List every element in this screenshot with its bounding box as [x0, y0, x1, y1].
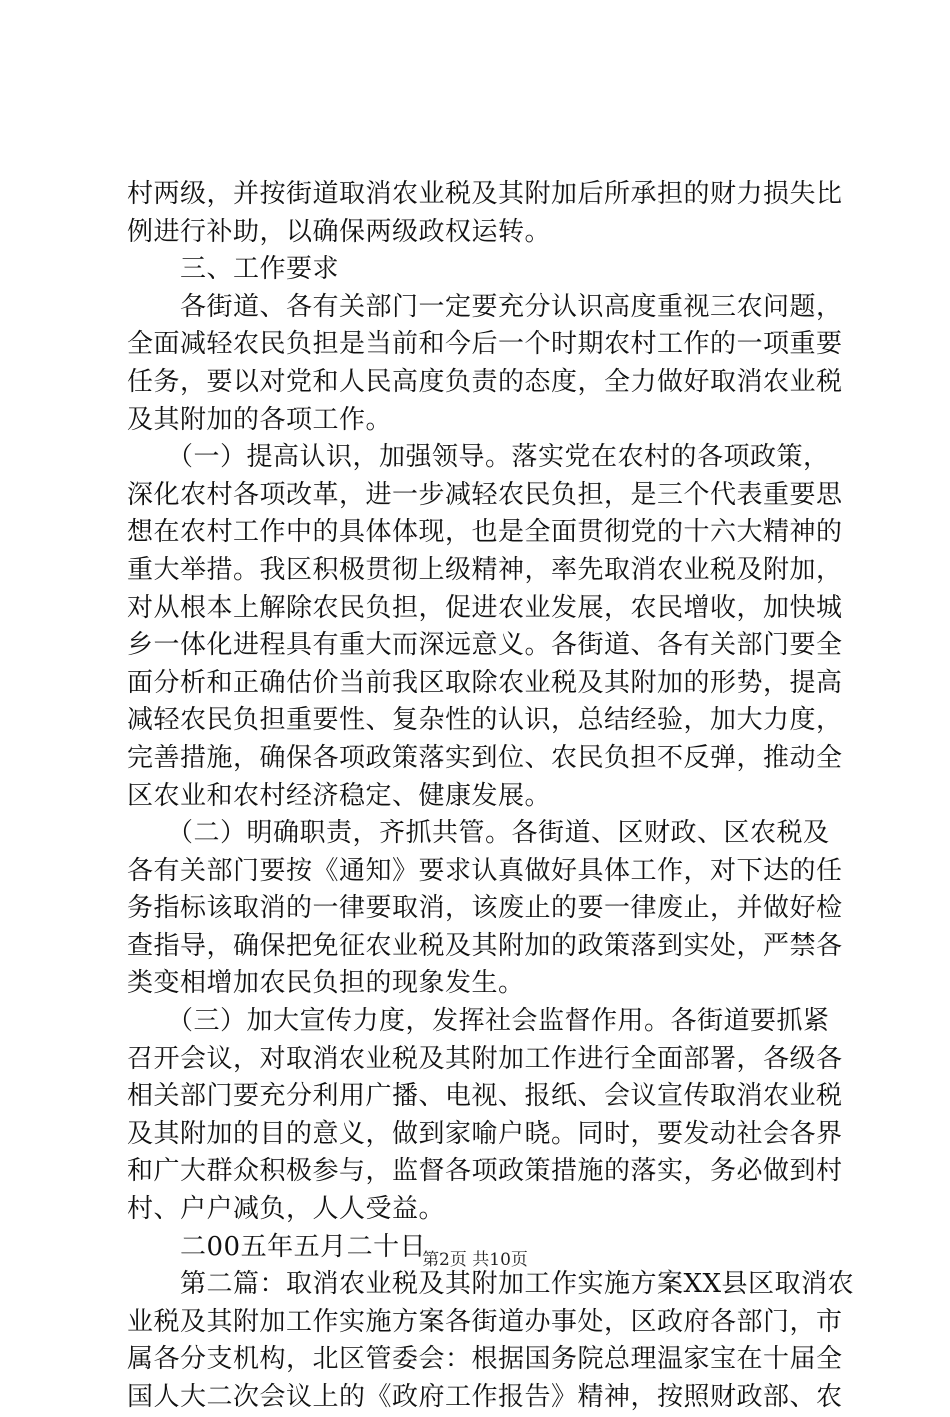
- body-text: [127, 176, 855, 1417]
- text-line: 深化农村各项改革，进一步减轻农民负担，是三个代表重要思: [127, 479, 843, 510]
- text-line: 和广大群众积极参与，监督各项政策措施的落实，务必做到村: [127, 1156, 843, 1187]
- text-line: 面分析和正确估价当前我区取除农业税及其附加的形势，提高: [127, 667, 843, 698]
- text-line: 村两级，并按街道取消农业税及其附加后所承担的财力损失比: [127, 179, 843, 209]
- text-line: 及其附加的各项工作。: [127, 404, 393, 435]
- text-line: 召开会议，对取消农业税及其附加工作进行全面部署，各级各: [127, 1043, 843, 1074]
- text-line: （一）提高认识，加强领导。落实党在农村的各项政策，: [127, 442, 830, 473]
- text-line: 任务，要以对党和人民高度负责的态度，全力做好取消农业税: [127, 366, 843, 397]
- text-line: 查指导，确保把免征农业税及其附加的政策落到实处，严禁各: [127, 930, 843, 961]
- text-line: 完善措施，确保各项政策落实到位、农民负担不反弹，推动全: [127, 742, 843, 773]
- text-line: 各街道、各有关部门一定要充分认识高度重视三农问题，: [127, 291, 843, 322]
- text-line: 乡一体化进程具有重大而深远意义。各街道、各有关部门要全: [127, 630, 843, 661]
- text-line: （三）加大宣传力度，发挥社会监督作用。各街道要抓紧: [127, 1006, 830, 1037]
- text-line: 及其附加的目的意义，做到家喻户晓。同时，要发动社会各界: [127, 1118, 843, 1149]
- text-line: 相关部门要充分利用广播、电视、报纸、会议宣传取消农业税: [127, 1081, 843, 1112]
- text-line: 对从根本上解除农民负担，促进农业发展，农民增收，加快城: [127, 592, 843, 623]
- text-line: 第二篇：取消农业税及其附加工作实施方案XX县区取消农: [127, 1269, 855, 1300]
- text-line: 属各分支机构，北区管委会：根据国务院总理温家宝在十届全: [127, 1344, 843, 1375]
- text-line: 各有关部门要按《通知》要求认真做好具体工作，对下达的任: [127, 855, 843, 886]
- text-line: 区农业和农村经济稳定、健康发展。: [127, 780, 552, 811]
- text-line: 例进行补助，以确保两级政权运转。: [127, 216, 552, 247]
- text-line: 类变相增加农民负担的现象发生。: [127, 968, 525, 999]
- text-line: 国人大二次会议上的《政府工作报告》精神，按照财政部、农: [127, 1382, 843, 1412]
- text-line: 重大举措。我区积极贯彻上级精神，率先取消农业税及附加，: [127, 554, 843, 585]
- text-line: （二）明确职责，齐抓共管。各街道、区财政、区农税及: [127, 818, 830, 849]
- text-line: 减轻农民负担重要性、复杂性的认识，总结经验，加大力度，: [127, 705, 843, 736]
- date-line: 二00五年五月二十日: [127, 1231, 427, 1262]
- text-line: 务指标该取消的一律要取消，该废止的要一律废止，并做好检: [127, 893, 843, 924]
- text-line: 业税及其附加工作实施方案各街道办事处，区政府各部门，市: [127, 1306, 843, 1337]
- text-line: 村、户户减负，人人受益。: [127, 1194, 446, 1225]
- text-line: 全面减轻农民负担是当前和今后一个时期农村工作的一项重要: [127, 329, 843, 360]
- text-line: 想在农村工作中的具体体现，也是全面贯彻党的十六大精神的: [127, 517, 843, 548]
- section-heading: 三、工作要求: [127, 254, 340, 285]
- page-number-footer: 第2页 共10页: [422, 1250, 528, 1270]
